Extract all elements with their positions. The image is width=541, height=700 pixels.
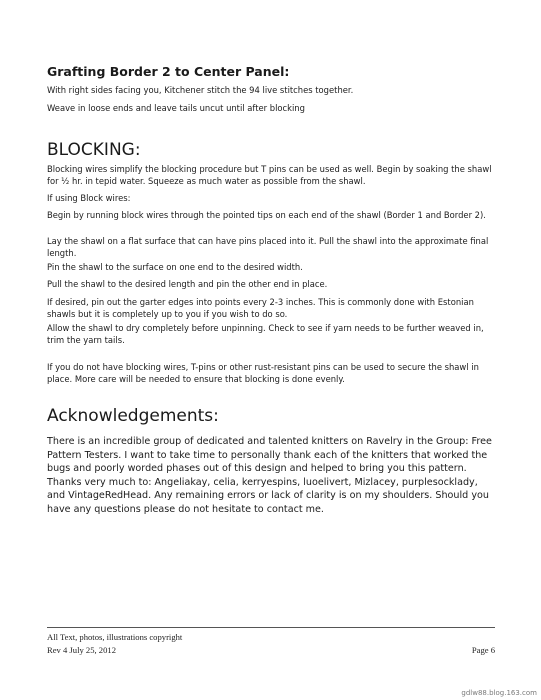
blocking-paragraph: Lay the shawl on a flat surface that can have pins placed into it. Pull the shawl into the approximate final length. <box>47 236 489 258</box>
blocking-heading: BLOCKING: <box>47 140 141 160</box>
acknowledgements-heading: Acknowledgements: <box>47 406 219 426</box>
blocking-paragraph: Blocking wires simplify the blocking procedure but T pins can be used as well. Begin by soaking the shawl for ½ hr. in tepid water. Squeeze as much water as possible from the shawl. <box>47 164 492 186</box>
blocking-paragraph: Pin the shawl to the surface on one end to the desired width. <box>47 262 303 272</box>
footer-divider <box>47 627 495 628</box>
blocking-paragraph: Allow the shawl to dry completely before unpinning. Check to see if yarn needs to be further weaved in, trim the yarn tails. <box>47 323 484 345</box>
blocking-paragraph: If you do not have blocking wires, T-pins or other rust-resistant pins can be used to secure the shawl in place. More care will be needed to ensure that blocking is done evenly. <box>47 362 479 384</box>
grafting-paragraph: Weave in loose ends and leave tails uncut until after blocking <box>47 103 305 113</box>
blocking-paragraph: Pull the shawl to the desired length and pin the other end in place. <box>47 279 328 289</box>
footer-revision: Rev 4 July 25, 2012 <box>47 645 116 655</box>
acknowledgements-paragraph: There is an incredible group of dedicated and talented knitters on Ravelry in the Group: Free Pattern Testers. I want to take time to personally thank each of the knitters that worked the bugs and poorly worded phases out of this design and helped to bring you this pattern. Thanks very much to: Angeliakay, celia, kerryespins, luoelivert, Mizlacey, purplesocklady, and VintageRedHead. Any remaining errors or lack of clarity is on my shoulders. Should you have any questions please do not hesitate to contact me. <box>47 436 492 515</box>
blocking-paragraph: If desired, pin out the garter edges into points every 2-3 inches. This is commonly done with Estonian shawls but it is completely up to you if you wish to do so. <box>47 297 474 319</box>
footer-page-number: Page 6 <box>471 645 495 655</box>
watermark: gdlw88.blog.163.com <box>461 689 537 697</box>
blocking-paragraph: Begin by running block wires through the pointed tips on each end of the shawl (Border 1 and Border 2). <box>47 210 486 220</box>
grafting-heading: Grafting Border 2 to Center Panel: <box>47 64 290 79</box>
footer-copyright: All Text, photos, illustrations copyright <box>47 632 183 642</box>
grafting-paragraph: With right sides facing you, Kitchener stitch the 94 live stitches together. <box>47 85 354 95</box>
blocking-paragraph: If using Block wires: <box>47 193 131 203</box>
